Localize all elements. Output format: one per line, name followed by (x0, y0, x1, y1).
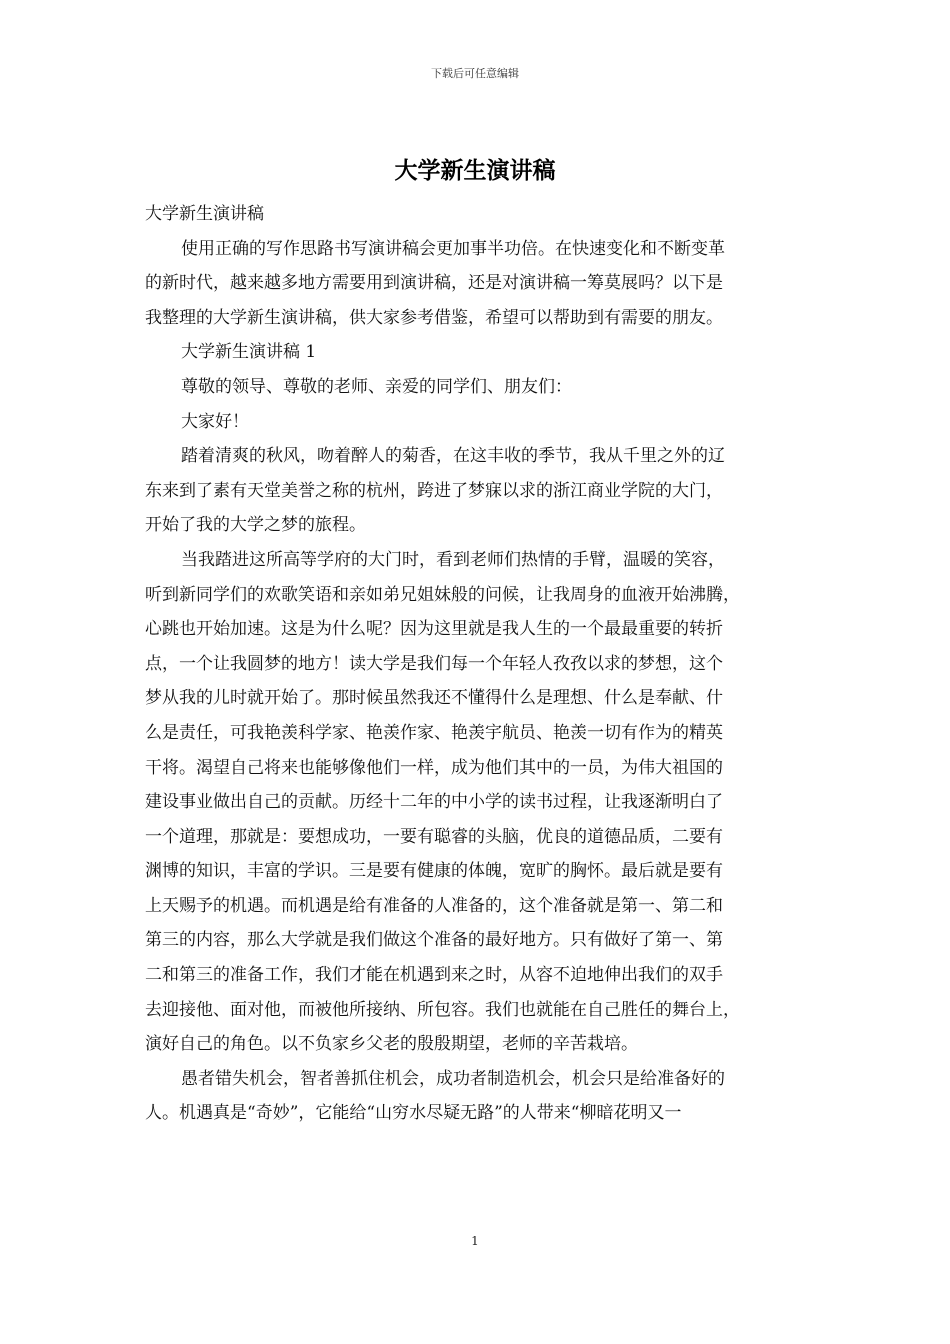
body-line: 我整理的大学新生演讲稿，供大家参考借鉴，希望可以帮助到有需要的朋友。 (145, 307, 723, 328)
body-line: 点，一个让我圆梦的地方！读大学是我们每一个年轻人孜孜以求的梦想，这个 (145, 653, 723, 674)
body-line: 心跳也开始加速。这是为什么呢？因为这里就是我人生的一个最最重要的转折 (145, 619, 723, 640)
body-line: 大学新生演讲稿 (145, 204, 264, 224)
body-line: 使用正确的写作思路书写演讲稿会更加事半功倍。在快速变化和不断变革 (181, 238, 725, 259)
body-line: 第三的内容，那么大学就是我们做这个准备的最好地方。只有做好了第一、第 (145, 930, 723, 951)
body-line: 建设事业做出自己的贡献。历经十二年的中小学的读书过程，让我逐渐明白了 (145, 792, 723, 813)
body-line: 演好自己的角色。以不负家乡父老的殷殷期望，老师的辛苦栽培。 (145, 1034, 638, 1055)
body-line: 梦从我的儿时就开始了。那时候虽然我还不懂得什么是理想、什么是奉献、什 (145, 688, 723, 709)
body-line: 二和第三的准备工作，我们才能在机遇到来之时，从容不迫地伸出我们的双手 (145, 965, 723, 986)
body-line: 上天赐予的机遇。而机遇是给有准备的人准备的，这个准备就是第一、第二和 (145, 895, 723, 916)
body-line: 踏着清爽的秋风，吻着醉人的菊香，在这丰收的季节，我从千里之外的辽 (181, 446, 725, 467)
body-line: 当我踏进这所高等学府的大门时，看到老师们热情的手臂，温暖的笑容， (181, 549, 725, 570)
body-line: 人。机遇真是“奇妙”，它能给“山穷水尽疑无路”的人带来“柳暗花明又一 (145, 1103, 682, 1124)
body-line: 愚者错失机会，智者善抓住机会，成功者制造机会，机会只是给准备好的 (181, 1068, 725, 1089)
document-title: 大学新生演讲稿 (394, 157, 556, 184)
body-line: 听到新同学们的欢歌笑语和亲如弟兄姐妹般的问候，让我周身的血液开始沸腾， (145, 584, 740, 605)
body-line: 么是责任，可我艳羡科学家、艳羡作家、艳羡宇航员、艳羡一切有作为的精英 (145, 722, 723, 743)
document-body (145, 197, 810, 1131)
body-line: 开始了我的大学之梦的旅程。 (145, 515, 366, 536)
body-line: 渊博的知识，丰富的学识。三是要有健康的体魄，宽旷的胸怀。最后就是要有 (145, 861, 723, 882)
body-line: 的新时代，越来越多地方需要用到演讲稿，还是对演讲稿一筹莫展吗？以下是 (145, 273, 723, 294)
body-line: 尊敬的领导、尊敬的老师、亲爱的同学们、朋友们： (181, 376, 572, 397)
body-line: 一个道理，那就是：要想成功，一要有聪睿的头脑，优良的道德品质，二要有 (145, 826, 723, 847)
body-line: 去迎接他、面对他，而被他所接纳、所包容。我们也就能在自己胜任的舞台上， (145, 999, 740, 1020)
page-number: 1 (471, 1234, 479, 1248)
body-line: 东来到了素有天堂美誉之称的杭州，跨进了梦寐以求的浙江商业学院的大门， (145, 480, 723, 501)
body-line: 大家好！ (181, 411, 249, 432)
body-line: 干将。渴望自己将来也能够像他们一样，成为他们其中的一员，为伟大祖国的 (145, 757, 723, 778)
header-note: 下载后可任意编辑 (431, 67, 519, 80)
body-line: 大学新生演讲稿 1 (181, 342, 317, 363)
